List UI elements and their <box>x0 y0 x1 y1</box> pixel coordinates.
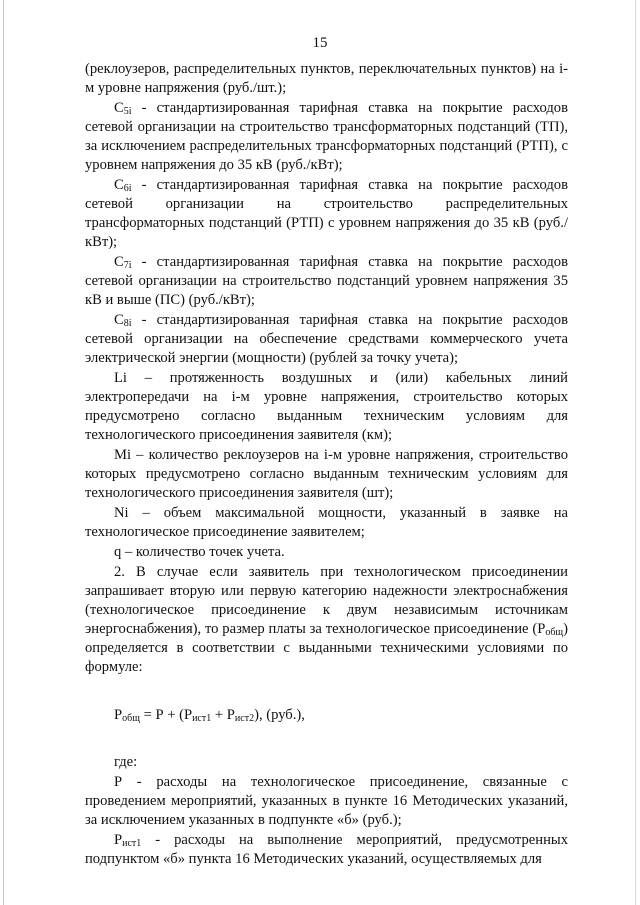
symbol-subscript: ист1 <box>122 838 142 849</box>
formula-part: ), (руб.), <box>254 707 305 723</box>
scan-edge-right <box>635 0 636 905</box>
definition-c6 <box>85 176 568 252</box>
symbol: С <box>114 254 124 270</box>
symbol: Р <box>114 832 123 848</box>
formula <box>85 706 568 725</box>
symbol-subscript: 5i <box>123 106 132 117</box>
definition-p: Р - расходы на технологическое присоединение, связанные с проведением мероприятий, указанных в пункте 16 Методических указаний, за исключением указанных в подпункте «б» (руб.); <box>85 774 568 828</box>
definition-text: - стандартизированная тарифная ставка на покрытие расходов сетевой организации на строительство подстанций уровнем напряжения 35 кВ и выше (ПС) (руб./кВт); <box>85 254 568 308</box>
definition-text: - расходы на выполнение мероприятий, предусмотренных подпунктом «б» пункта 16 Методических указаний, осуществляемых для <box>85 832 568 867</box>
definition-mi: Mi – количество реклоузеров на i-м уровне напряжения, строительство которых предусмотрено согласно выданным техническим условиям для технологического присоединения заявителя (шт); <box>85 447 568 501</box>
clause-text: 2. В случае если заявитель при технологическом присоединении запрашивает вторую или первую категорию надежности электроснабжения (технологическое присоединение к двум независимым источникам энергоснабжения), то размер платы за технологическое присоединение (Р <box>85 564 568 637</box>
symbol-subscript: 6i <box>123 183 132 194</box>
where-label: где: <box>114 754 138 770</box>
definition-c8 <box>85 311 568 368</box>
formula-subscript: общ <box>122 713 140 724</box>
document-body <box>85 60 568 870</box>
definition-c5 <box>85 99 568 175</box>
definition-text: - стандартизированная тарифная ставка на покрытие расходов сетевой организации на обеспечение средствами коммерческого учета электрической энергии (мощности) (рублей за точку учета); <box>85 312 568 366</box>
definition-li: Li – протяженность воздушных и (или) кабельных линий электропередачи на i-м уровне напряжения, строительство которых предусмотрено согласно выданным техническим условиям для технологического присоединения заявителя (км); <box>85 370 568 443</box>
symbol-subscript: общ <box>545 627 564 638</box>
symbol-subscript: 7i <box>123 260 132 271</box>
definition-c7 <box>85 253 568 310</box>
formula-subscript: ист1 <box>192 713 212 724</box>
definition-q: q – количество точек учета. <box>114 544 285 560</box>
page-number: 15 <box>312 35 328 51</box>
definition-text: - стандартизированная тарифная ставка на покрытие расходов сетевой организации на строительство трансформаторных подстанций (ТП), за исключением распределительных трансформаторных подстанций (РТП), с уровнем напряжения до 35 кВ (руб./кВт); <box>85 100 568 173</box>
paragraph-continuation: (реклоузеров, распределительных пунктов, переключательных пунктов) на i-м уровне напряжения (руб./шт.); <box>85 61 568 96</box>
symbol-subscript: 8i <box>123 318 132 329</box>
scan-edge-left <box>3 0 4 905</box>
definition-ni: Ni – объем максимальной мощности, указанный в заявке на технологическое присоединение заявителем; <box>85 505 568 540</box>
symbol: С <box>114 177 124 193</box>
definition-text: - стандартизированная тарифная ставка на покрытие расходов сетевой организации на строительство распределительных трансформаторных подстанций (РТП) с уровнем напряжения до 35 кВ (руб./кВт); <box>85 177 568 250</box>
clause-text-end: ) определяется в соответствии с выданными техническими условиями по формуле: <box>85 621 568 675</box>
clause-2 <box>85 563 568 677</box>
formula-part: = Р + (Р <box>139 707 193 723</box>
symbol: С <box>114 100 124 116</box>
formula-subscript: ист2 <box>234 713 255 724</box>
formula-part: Р <box>114 707 123 723</box>
symbol: С <box>114 312 124 328</box>
definition-p-ist1 <box>85 831 568 869</box>
formula-part: + Р <box>211 707 235 723</box>
